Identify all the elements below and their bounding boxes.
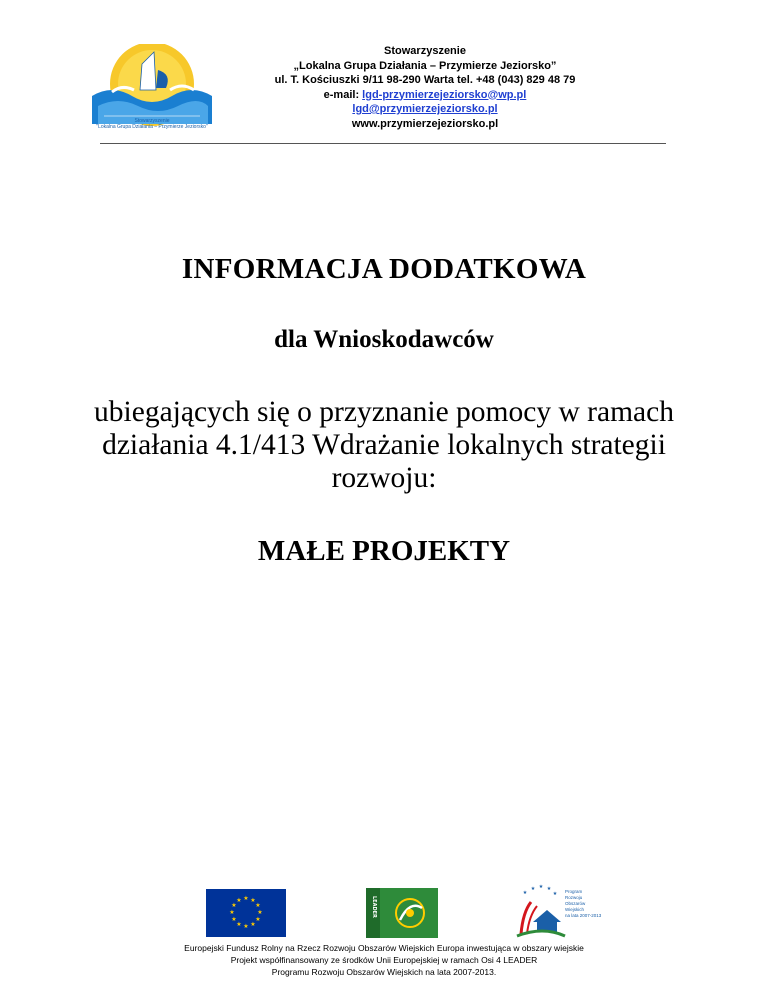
prow-caption-line-1: Program	[565, 889, 583, 894]
svg-text:★: ★	[255, 916, 261, 923]
prow-caption-line-5: na lata 2007-2013	[565, 913, 602, 918]
prow-caption	[565, 889, 605, 919]
email-link-1[interactable]: lgd-przymierzejeziorsko@wp.pl	[362, 88, 527, 101]
document-description: ubiegających się o przyznanie pomocy w ramach działania 4.1/413 Wdrażanie lokalnych strategii rozwoju:	[94, 396, 674, 494]
footer-note	[100, 942, 668, 978]
letterhead	[200, 44, 650, 131]
footer-line-2: Projekt współfinansowany ze środków Unii Europejskiej w ramach Osi 4 LEADER	[230, 955, 538, 965]
document-title: INFORMACJA DODATKOWA	[181, 253, 587, 285]
svg-text:★: ★	[538, 884, 544, 890]
email-line	[200, 88, 650, 103]
svg-text:★: ★	[243, 895, 249, 902]
email-link-2[interactable]: lgd@przymierzejeziorsko.pl	[352, 103, 498, 115]
prow-caption-line-3: Obszarów	[565, 901, 586, 906]
svg-text:★: ★	[552, 891, 558, 897]
prow-caption-line-2: Rozwoju	[565, 895, 583, 900]
leader-logo	[364, 886, 440, 940]
svg-text:★: ★	[546, 886, 552, 892]
eu-flag-icon	[206, 889, 286, 937]
website[interactable]: www.przymierzejeziorsko.pl	[351, 117, 499, 130]
svg-text:★: ★	[250, 921, 256, 928]
org-name: „Lokalna Grupa Działania – Przymierze Jeziorsko”	[293, 59, 557, 72]
svg-text:★: ★	[243, 923, 249, 930]
header-divider	[100, 143, 666, 144]
svg-text:★: ★	[236, 921, 242, 928]
svg-text:★: ★	[229, 909, 235, 916]
svg-text:★: ★	[231, 902, 237, 909]
logo-caption-line-1: Stowarzyszenie	[134, 118, 170, 124]
svg-text:★: ★	[255, 902, 261, 909]
svg-text:★: ★	[236, 897, 242, 904]
svg-text:★: ★	[231, 916, 237, 923]
svg-text:★: ★	[250, 897, 256, 904]
project-type: MAŁE PROJEKTY	[257, 535, 511, 567]
footer-line-1: Europejski Fundusz Rolny na Rzecz Rozwoju Obszarów Wiejskich Europa inwestująca w obszary wiejskie	[184, 943, 584, 953]
org-address: ul. T. Kościuszki 9/11 98-290 Warta tel. +48 (043) 829 48 79	[274, 74, 576, 86]
svg-text:★: ★	[257, 909, 263, 916]
leader-label: LEADER	[371, 896, 377, 918]
svg-text:★: ★	[530, 886, 536, 892]
org-type: Stowarzyszenie	[384, 45, 466, 57]
email-label: e-mail:	[323, 88, 363, 101]
document-subtitle: dla Wnioskodawców	[274, 326, 494, 353]
footer-line-3: Programu Rozwoju Obszarów Wiejskich na lata 2007-2013.	[271, 967, 497, 977]
svg-text:★: ★	[522, 890, 528, 896]
logo-caption-line-2: "Lokalna Grupa Działania – Przymierze Jeziorsko"	[96, 124, 208, 130]
prow-caption-line-4: Wiejskich	[565, 907, 585, 912]
